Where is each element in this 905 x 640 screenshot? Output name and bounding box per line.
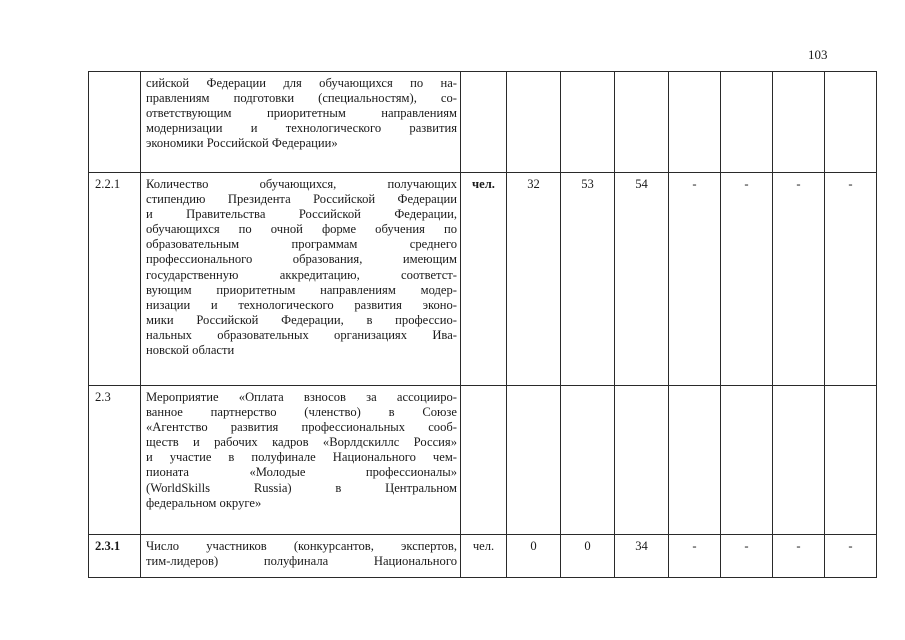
value-cell [615, 386, 669, 535]
value-cell [721, 386, 773, 535]
description-line: экономики Российской Федерации» [146, 136, 338, 151]
table-row [89, 173, 877, 386]
value-cell: - [721, 173, 773, 386]
description-line: тим-лидеров) полуфинала Национального [146, 554, 457, 569]
table-row [89, 535, 877, 578]
value-cell: 34 [615, 535, 669, 578]
description-line: низации и технологического развития эконо- [146, 297, 457, 312]
value-cell: - [669, 535, 721, 578]
value-cell [825, 72, 877, 173]
value-cell: - [825, 535, 877, 578]
unit-cell [461, 386, 507, 535]
page-number: 103 [808, 47, 828, 62]
description-line: вующим приоритетным направлениям модер- [146, 282, 457, 297]
description-line: пионата «Молодые профессионалы» [146, 465, 457, 480]
value-cell [825, 386, 877, 535]
indicators-table [88, 71, 877, 578]
description-line: федеральном округе» [146, 495, 262, 510]
value-cell [773, 72, 825, 173]
description-line: Мероприятие «Оплата взносов за ассоцииро- [146, 390, 457, 404]
description-line: новской области [146, 343, 235, 358]
table-row [89, 72, 877, 173]
description-cell [141, 173, 461, 386]
description-line: и участие в полуфинале Национального чем- [146, 450, 457, 465]
description-line: Количество обучающихся, получающих [146, 177, 457, 191]
description-line: образовательным программам среднего [146, 237, 457, 252]
description-cell [141, 72, 461, 173]
description-line: (WorldSkills Russia) в Центральном [146, 480, 457, 495]
description-line: Число участников (конкурсантов, экспертов, [146, 539, 457, 553]
table-row [89, 386, 877, 535]
value-cell [669, 72, 721, 173]
value-cell: - [773, 173, 825, 386]
value-cell: 53 [561, 173, 615, 386]
value-cell [507, 386, 561, 535]
description-line: ответствующим приоритетным направлениям [146, 106, 457, 121]
value-cell: - [721, 535, 773, 578]
unit-cell: чел. [461, 173, 507, 386]
row-number-cell [89, 72, 141, 173]
value-cell [669, 386, 721, 535]
value-cell [561, 386, 615, 535]
value-cell: 0 [507, 535, 561, 578]
description-line: ванное партнерство (членство) в Союзе [146, 405, 457, 420]
value-cell [507, 72, 561, 173]
description-cell [141, 386, 461, 535]
description-line: обучающихся по очной форме обучения по [146, 222, 457, 237]
description-line: государственную аккредитацию, соответст- [146, 267, 457, 282]
value-cell [615, 72, 669, 173]
description-line: стипендию Президента Российской Федерации [146, 192, 457, 207]
value-cell [721, 72, 773, 173]
description-line: модернизации и технологического развития [146, 121, 457, 136]
value-cell: - [825, 173, 877, 386]
value-cell: 54 [615, 173, 669, 386]
value-cell [561, 72, 615, 173]
value-cell: - [669, 173, 721, 386]
description-line: нальных образовательных организациях Ива- [146, 327, 457, 342]
description-line: профессионального образования, имеющим [146, 252, 457, 267]
unit-cell: чел. [461, 535, 507, 578]
value-cell: 32 [507, 173, 561, 386]
description-line: сийской Федерации для обучающихся по на- [146, 76, 457, 90]
unit-cell [461, 72, 507, 173]
description-cell [141, 535, 461, 578]
description-line: мики Российской Федерации, в профессио- [146, 312, 457, 327]
row-number-cell: 2.3 [89, 386, 141, 535]
description-line: и Правительства Российской Федерации, [146, 207, 457, 222]
row-number-cell: 2.2.1 [89, 173, 141, 386]
value-cell [773, 386, 825, 535]
value-cell: 0 [561, 535, 615, 578]
description-line: ществ и рабочих кадров «Ворлдскиллс Россия» [146, 435, 457, 450]
description-line: «Агентство развития профессиональных сооб- [146, 420, 457, 435]
value-cell: - [773, 535, 825, 578]
row-number-cell: 2.3.1 [89, 535, 141, 578]
description-line: правлениям подготовки (специальностям), со- [146, 91, 457, 106]
